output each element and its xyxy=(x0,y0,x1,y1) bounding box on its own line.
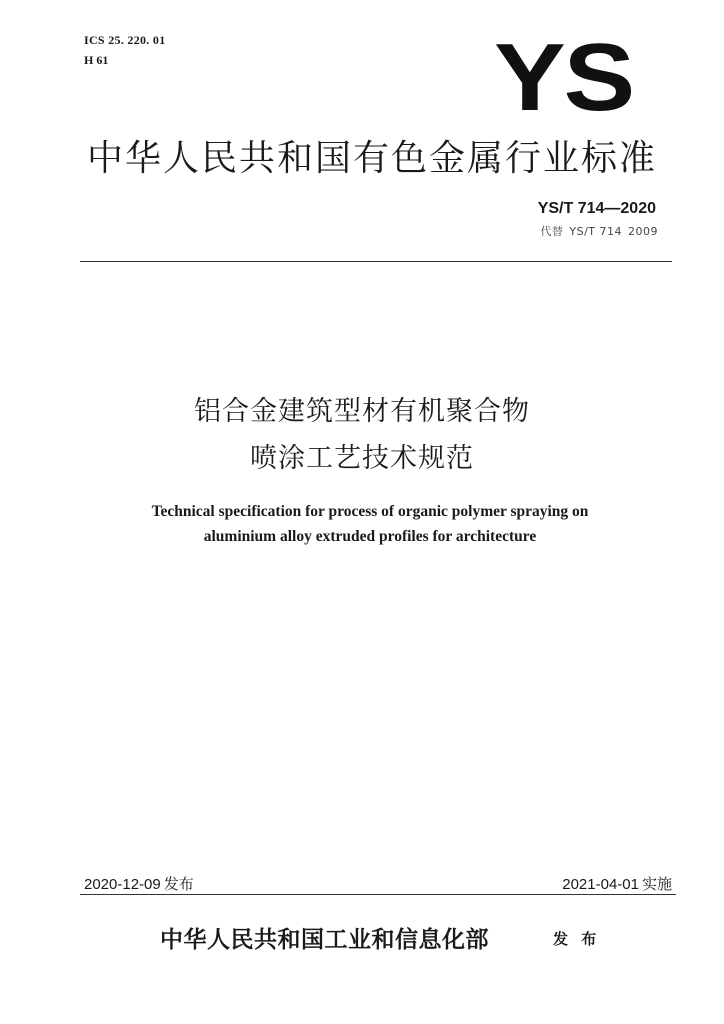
top-divider xyxy=(80,261,672,262)
issue-date-block xyxy=(84,873,194,894)
implement-date-block xyxy=(562,873,672,894)
english-title-line-2: aluminium alloy extruded profiles for architecture xyxy=(203,528,537,545)
implement-date: 2021-04-01 xyxy=(562,876,639,893)
replaces-label: 代替 xyxy=(540,225,564,238)
bottom-divider xyxy=(80,894,676,895)
standard-category-title: 中华人民共和国有色金属行业标准 xyxy=(86,138,657,179)
issue-date: 2020-12-09 xyxy=(84,876,161,893)
ics-code: ICS 25. 220. 01 xyxy=(84,33,166,47)
english-title-line-1: Technical specification for process of organic polymer spraying on xyxy=(151,503,589,520)
issuing-authority: 中华人民共和国工业和信息化部 xyxy=(160,926,489,953)
replaces-line xyxy=(534,223,658,239)
standard-number: YS/T 714—2020 xyxy=(537,200,656,217)
chinese-title-line-2: 喷涂工艺技术规范 xyxy=(250,443,474,474)
issue-label: 发布 xyxy=(163,875,194,893)
issued-label: 发 布 xyxy=(553,930,601,948)
ys-logo: YS xyxy=(494,24,633,131)
implement-label: 实施 xyxy=(641,875,672,893)
replaces-year: 2009 xyxy=(628,225,658,238)
replaces-number: YS/T 714 xyxy=(569,225,622,238)
ccs-code: H 61 xyxy=(84,53,109,67)
chinese-title-line-1: 铝合金建筑型材有机聚合物 xyxy=(194,396,530,427)
